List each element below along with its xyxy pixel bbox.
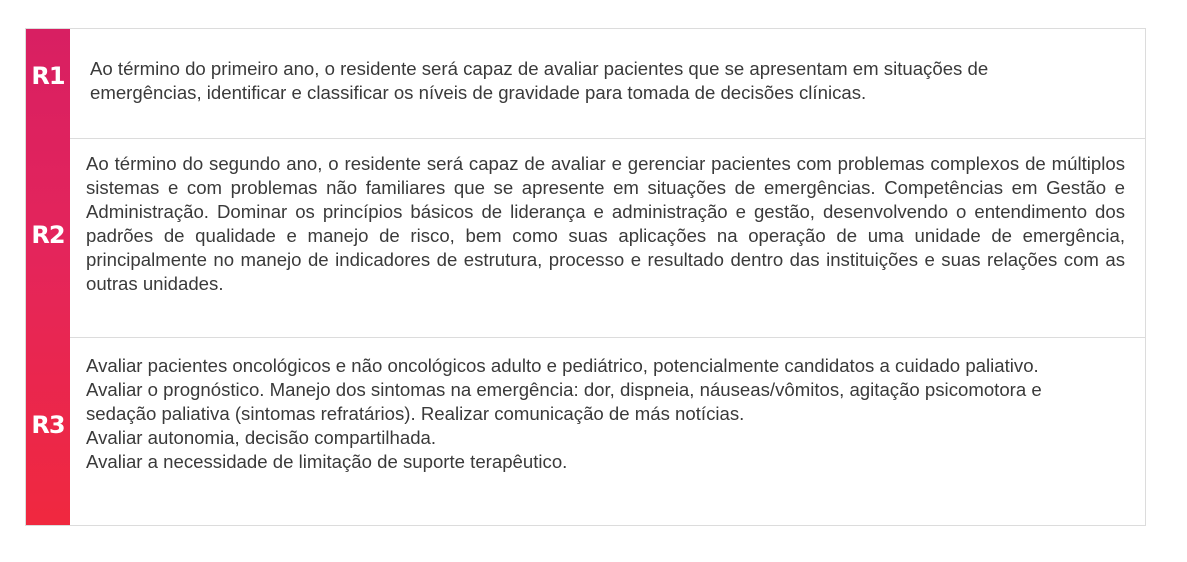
year-label-r2: R2 [31,221,65,249]
year-label-r1: R1 [31,62,65,90]
description-column [70,29,1145,525]
residency-objectives-table [25,28,1146,526]
row-r3-text-4: Avaliar a necessidade de limitação de suporte terapêutico. [86,451,568,472]
year-label-r3: R3 [31,411,65,439]
row-r3-text-3: Avaliar autonomia, decisão compartilhada. [86,427,437,448]
row-r1-text: Ao término do primeiro ano, o residente será capaz de avaliar pacientes que se apresentam em situações de emergências, identificar e classificar os níveis de gravidade para tomada de decisões clínicas. [90,58,989,103]
row-r3 [70,338,1145,525]
row-r2-text: Ao término do segundo ano, o residente será capaz de avaliar e gerenciar pacientes com problemas complexos de múltiplos sistemas e com problemas não familiares que se apresente em situações de emergências. Competências em Gestão e Administração. Dominar os princípios básicos de liderança e administração e gestão, desenvolvendo o entendimento dos padrões de qualidade e manejo de risco, bem como suas aplicações na operação de uma unidade de emergência, principalmente no manejo de indicadores de estrutura, processo e resultado dentro das instituições e suas relações com as outras unidades. [86,153,1125,294]
row-r2 [70,139,1145,338]
row-r3-text-2: Avaliar o prognóstico. Manejo dos sintomas na emergência: dor, dispneia, náuseas/vômitos, agitação psicomotora e sedação paliativa (sintomas refratários). Realizar comunicação de más notícias. [86,379,1042,424]
row-r1 [70,29,1145,139]
year-label-column [26,29,70,525]
row-r3-text-1: Avaliar pacientes oncológicos e não oncológicos adulto e pediátrico, potencialmente candidatos a cuidado paliativo. [86,355,1039,376]
